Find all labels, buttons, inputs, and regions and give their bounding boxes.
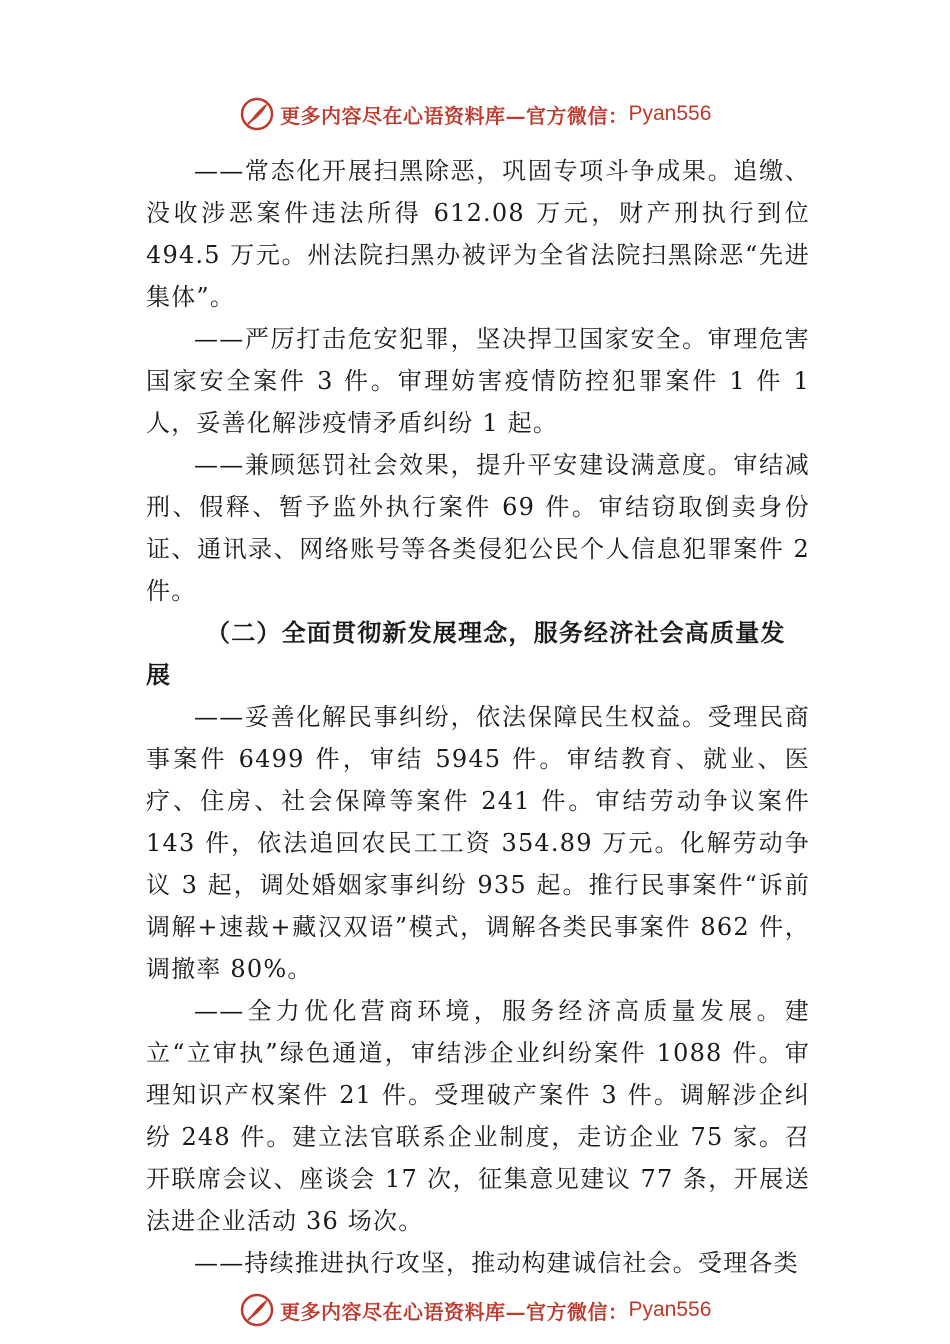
paragraph-social-effect: ——兼顾惩罚社会效果，提升平安建设满意度。审结减刑、假释、暂予监外执行案件 69 件。审结窃取倒卖身份证、通讯录、网络账号等各类侵犯公民个人信息犯罪案件 2 件。	[146, 451, 810, 605]
section-heading-2: （二）全面贯彻新发展理念，服务经济社会高质量发展	[146, 618, 786, 689]
header-wechat-handle: Pyan556	[628, 102, 712, 125]
header-banner-text: 更多内容尽在心语资料库—官方微信：	[280, 103, 629, 128]
header-banner	[240, 94, 711, 134]
footer-banner	[240, 1290, 711, 1330]
paragraph-anti-gang: ——常态化开展扫黑除恶，巩固专项斗争成果。追缴、没收涉恶案件违法所得 612.08 万元，财产刑执行到位 494.5 万元。州法院扫黑办被评为全省法院扫黑除恶“先进集体”。	[146, 157, 810, 311]
footer-banner-text: 更多内容尽在心语资料库—官方微信：	[280, 1299, 629, 1324]
paragraph-enforcement: ——持续推进执行攻坚，推动构建诚信社会。受理各类	[194, 1249, 799, 1277]
quill-logo-icon	[240, 97, 274, 131]
quill-logo-icon	[240, 1293, 274, 1327]
paragraph-civil-disputes: ——妥善化解民事纠纷，依法保障民生权益。受理民商事案件 6499 件，审结 5945 件。审结教育、就业、医疗、住房、社会保障等案件 241 件。审结劳动争议案件 143 件，依法追回农民工工资 354.89 万元。化解劳动争议 3 起，调处婚姻家事纠纷 935 起。推行民事案件“诉前调解+速裁+藏汉双语”模式，调解各类民事案件 862 件，调撤率 80%。	[146, 703, 810, 983]
paragraph-business-environment: ——全力优化营商环境，服务经济高质量发展。建立“立审执”绿色通道，审结涉企业纠纷案件 1088 件。审理知识产权案件 21 件。受理破产案件 3 件。调解涉企纠纷 248 件。建立法官联系企业制度，走访企业 75 家。召开联席会议、座谈会 17 次，征集意见建议 77 条，开展送法进企业活动 36 场次。	[146, 997, 810, 1235]
paragraph-national-security: ——严厉打击危安犯罪，坚决捍卫国家安全。审理危害国家安全案件 3 件。审理妨害疫情防控犯罪案件 1 件 1 人，妥善化解涉疫情矛盾纠纷 1 起。	[146, 325, 810, 437]
document-body	[146, 150, 810, 1284]
footer-wechat-handle: Pyan556	[628, 1298, 712, 1321]
